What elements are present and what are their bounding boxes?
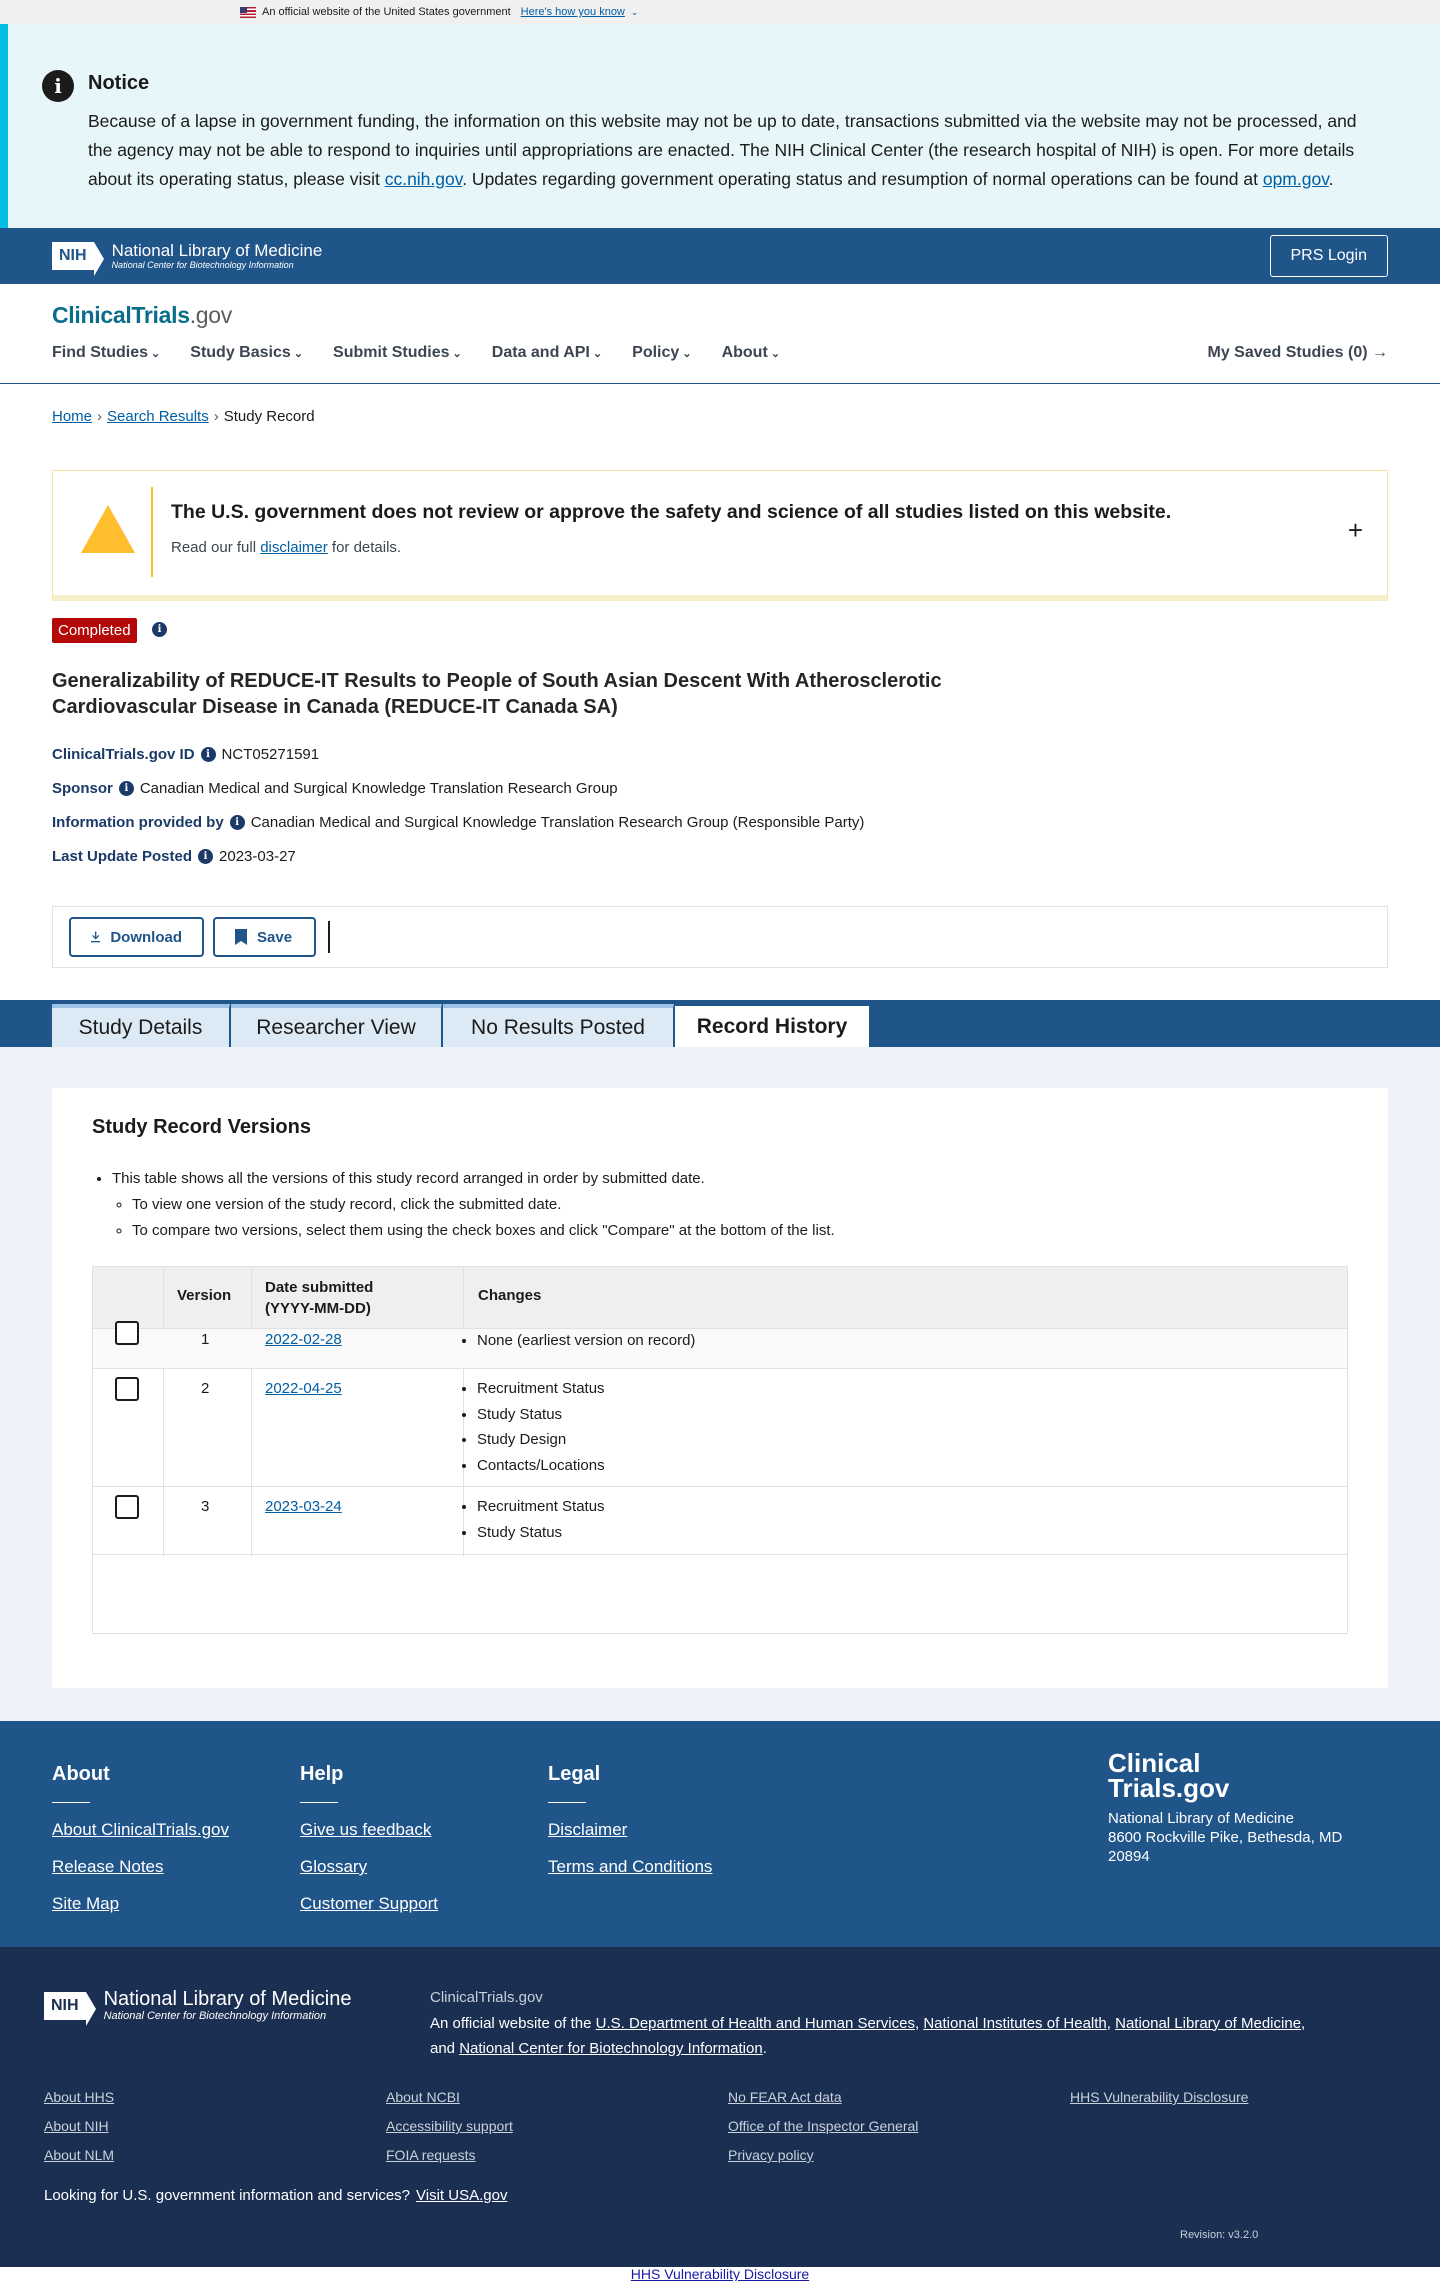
heres-how-you-know-link[interactable]: Here's how you know bbox=[520, 6, 625, 18]
footer-links-col1 bbox=[44, 2083, 114, 2170]
nav-data-and-api[interactable]: Data and API ⌄ bbox=[492, 344, 602, 362]
hhs-vulnerability-link[interactable]: HHS Vulnerability Disclosure bbox=[630, 2266, 810, 2281]
clinicaltrials-logo[interactable]: ClinicalTrials.gov bbox=[52, 302, 232, 328]
info-icon[interactable]: i bbox=[152, 622, 167, 637]
nav-find-studies[interactable]: Find Studies ⌄ bbox=[52, 344, 160, 362]
nlm-logo[interactable] bbox=[52, 242, 322, 270]
gov-banner-text: An official website of the United States government bbox=[262, 6, 511, 18]
footer-link[interactable]: Office of the Inspector General bbox=[728, 2118, 919, 2134]
table-row: 1 2022-02-28 • None (earliest version on record) bbox=[93, 1329, 1347, 1369]
footer-link[interactable]: No FEAR Act data bbox=[728, 2089, 842, 2105]
nav-policy[interactable]: Policy ⌄ bbox=[632, 344, 691, 362]
footer-help: Help Give us feedback Glossary Customer Support bbox=[300, 1763, 438, 1922]
disclaimer-box: ! The U.S. government does not review or approve the safety and science of all studies listed on this website. Read our full disclaimer for details. + bbox=[52, 470, 1388, 601]
tab-no-results-posted[interactable]: No Results Posted bbox=[443, 1004, 674, 1047]
footer-link[interactable]: About NIH bbox=[44, 2118, 109, 2134]
usa-gov-row: Looking for U.S. government information and services? Visit USA.gov bbox=[44, 2187, 508, 2204]
footer-links-col4 bbox=[1070, 2083, 1248, 2112]
last-update-value: 2023-03-27 bbox=[219, 848, 296, 865]
breadcrumb-search-results[interactable]: Search Results bbox=[107, 408, 209, 425]
footer-link[interactable]: HHS Vulnerability Disclosure bbox=[1070, 2089, 1249, 2105]
footer-link[interactable]: About HHS bbox=[44, 2089, 115, 2105]
footer-link[interactable]: Customer Support bbox=[300, 1894, 438, 1913]
main-nav bbox=[52, 344, 780, 362]
nav-submit-studies[interactable]: Submit Studies ⌄ bbox=[333, 344, 462, 362]
official-website-text: ClinicalTrials.gov An official website of the U.S. Department of Health and Human Services, National Institutes of Health, National Library of Medicine, and National Center for Biotechnology Information. bbox=[430, 1989, 1306, 2057]
footer-link[interactable]: FOIA requests bbox=[386, 2147, 476, 2163]
versions-table bbox=[92, 1266, 1348, 1634]
footer-legal: Legal Disclaimer Terms and Conditions bbox=[548, 1763, 712, 1885]
version-checkbox[interactable] bbox=[115, 1321, 139, 1345]
footer-link[interactable]: Site Map bbox=[52, 1894, 120, 1913]
download-icon bbox=[91, 929, 100, 945]
version-date-link[interactable]: 2022-02-28 bbox=[265, 1331, 342, 1348]
status-badge: Completed bbox=[52, 618, 137, 643]
breadcrumb-current: Study Record bbox=[223, 408, 315, 425]
footer-link[interactable]: Give us feedback bbox=[300, 1820, 432, 1839]
sponsor-value: Canadian Medical and Surgical Knowledge Translation Research Group bbox=[139, 780, 618, 797]
notice-banner bbox=[0, 24, 1440, 228]
revision-text: Revision: v3.2.0 bbox=[1180, 2229, 1259, 2241]
save-button[interactable]: Save bbox=[213, 917, 316, 957]
footer-link[interactable]: About NCBI bbox=[386, 2089, 460, 2105]
version-checkbox[interactable] bbox=[115, 1495, 139, 1519]
opm-link[interactable]: opm.gov bbox=[1262, 169, 1329, 189]
arrow-right-icon: → bbox=[1372, 344, 1388, 361]
bottom-link-row bbox=[0, 2267, 1440, 2281]
study-title: Generalizability of REDUCE-IT Results to People of South Asian Descent With Atherosclerotic Cardiovascular Disease in Canada (REDUCE-IT Canada SA) bbox=[52, 670, 942, 718]
chevron-down-icon: ⌄ bbox=[630, 6, 639, 17]
nlm-bar bbox=[0, 228, 1440, 284]
my-saved-studies-link[interactable]: My Saved Studies (0) → bbox=[1207, 344, 1388, 361]
breadcrumb: Home › Search Results › Study Record bbox=[52, 408, 315, 425]
info-icon: i bbox=[42, 70, 74, 102]
sponsor-label: Sponsor bbox=[52, 780, 113, 797]
footer-link[interactable]: About NLM bbox=[44, 2147, 115, 2163]
table-row: 2 2022-04-25 • Recruitment Status • Study Status • Study Design • Contacts/Locations bbox=[93, 1369, 1347, 1487]
footer-link[interactable]: About ClinicalTrials.gov bbox=[52, 1820, 229, 1839]
info-icon[interactable]: i bbox=[119, 781, 134, 796]
us-flag-icon bbox=[240, 7, 256, 18]
last-update-label: Last Update Posted bbox=[52, 848, 193, 865]
study-id-label: ClinicalTrials.gov ID bbox=[52, 746, 195, 763]
nav-about[interactable]: About ⌄ bbox=[722, 344, 780, 362]
nav-study-basics[interactable]: Study Basics ⌄ bbox=[190, 344, 303, 362]
ncbi-link[interactable]: National Center for Biotechnology Information bbox=[459, 2040, 763, 2057]
bookmark-icon bbox=[235, 929, 247, 945]
footer-link[interactable]: Disclaimer bbox=[548, 1820, 628, 1839]
expand-plus-icon[interactable]: + bbox=[1347, 515, 1363, 545]
study-id-row bbox=[52, 746, 319, 763]
study-actions bbox=[52, 906, 1388, 968]
nlm-title: National Library of Medicine bbox=[111, 241, 323, 260]
breadcrumb-home[interactable]: Home bbox=[52, 408, 93, 425]
tab-bar bbox=[0, 1000, 1440, 1047]
footer-links-col3 bbox=[728, 2083, 918, 2170]
footer-ct-logo: Clinical Trials.gov National Library of Medicine 8600 Rockville Pike, Bethesda, MD 20894 bbox=[1108, 1748, 1343, 1865]
footer-link[interactable]: Privacy policy bbox=[728, 2147, 814, 2163]
info-icon[interactable]: i bbox=[201, 747, 216, 762]
footer-nlm bbox=[0, 1947, 1440, 2267]
version-checkbox[interactable] bbox=[115, 1377, 139, 1401]
footer-link[interactable]: Release Notes bbox=[52, 1857, 164, 1876]
header-changes: Changes bbox=[478, 1287, 542, 1304]
info-provided-row bbox=[52, 814, 864, 831]
disclaimer-link[interactable]: disclaimer bbox=[260, 539, 328, 556]
footer-main bbox=[0, 1721, 1440, 1947]
tab-record-history[interactable]: Record History bbox=[675, 1006, 870, 1047]
info-provided-value: Canadian Medical and Surgical Knowledge Translation Research Group (Responsible Party) bbox=[250, 814, 865, 831]
last-update-row bbox=[52, 848, 296, 865]
nlm-link[interactable]: National Library of Medicine bbox=[1115, 2014, 1302, 2032]
prs-login-button[interactable]: PRS Login bbox=[1270, 235, 1389, 277]
tab-researcher-view[interactable]: Researcher View bbox=[231, 1004, 442, 1047]
info-icon[interactable]: i bbox=[230, 815, 245, 830]
header-date: Date submitted (YYYY-MM-DD) bbox=[265, 1279, 374, 1317]
warning-icon bbox=[81, 505, 135, 553]
footer-about: About About ClinicalTrials.gov Release Notes Site Map bbox=[52, 1763, 229, 1922]
hhs-link[interactable]: U.S. Department of Health and Human Services bbox=[595, 2014, 915, 2032]
nih-link[interactable]: National Institutes of Health bbox=[923, 2014, 1107, 2032]
nih-logo-icon: NIH bbox=[44, 1992, 86, 2020]
nlm-footer-logo[interactable]: NIH National Library of Medicine National Center for Biotechnology Information bbox=[44, 1989, 351, 2022]
version-date-link[interactable]: 2022-04-25 bbox=[265, 1380, 342, 1397]
notice-body: Because of a lapse in government funding, the information on this website may not be up to date, transactions submitted via the website may not be processed, and the agency may not be able to respond to inquiries until appropriations are enacted. The NIH Clinical Center (the research hospital of NIH) is open. For more details about its operating status, please visit cc.nih.gov. Updates regarding government operating status and resumption of normal operations can be found at opm.gov. bbox=[88, 111, 1357, 189]
disclaimer-title: The U.S. government does not review or approve the safety and science of all studies listed on this website. bbox=[171, 501, 1172, 523]
sponsor-row bbox=[52, 780, 618, 797]
footer-links-col2 bbox=[386, 2083, 513, 2170]
visit-usa-gov-link[interactable]: Visit USA.gov bbox=[416, 2187, 508, 2204]
download-button[interactable]: Download bbox=[69, 917, 204, 957]
study-id-value: NCT05271591 bbox=[221, 746, 320, 763]
footer-link[interactable]: Accessibility support bbox=[386, 2118, 513, 2134]
disclaimer-text: Read our full disclaimer for details. bbox=[171, 539, 402, 556]
notice-title: Notice bbox=[88, 72, 150, 94]
footer-link[interactable]: Terms and Conditions bbox=[548, 1857, 713, 1876]
versions-intro: • This table shows all the versions of this study record arranged in order by submitted date. ◦ To view one version of the study record, click the submitted date. ◦ To compare two versions, select them using the check boxes and click "Compare" at the bottom of the list. bbox=[112, 1166, 835, 1244]
info-provided-label: Information provided by bbox=[52, 814, 224, 831]
tab-study-details[interactable]: Study Details bbox=[52, 1004, 230, 1047]
nih-logo-icon: NIH bbox=[52, 242, 94, 270]
versions-title: Study Record Versions bbox=[92, 1116, 311, 1138]
study-record-versions bbox=[52, 1088, 1388, 1688]
cc-nih-link[interactable]: cc.nih.gov bbox=[384, 169, 463, 189]
footer-link[interactable]: Glossary bbox=[300, 1857, 368, 1876]
header-version: Version bbox=[177, 1287, 232, 1304]
info-icon[interactable]: i bbox=[198, 849, 213, 864]
nlm-subtitle: National Center for Biotechnology Information bbox=[111, 260, 294, 270]
table-header bbox=[93, 1267, 1347, 1329]
version-date-link[interactable]: 2023-03-24 bbox=[265, 1498, 342, 1515]
table-row: 3 2023-03-24 • Recruitment Status • Study Status bbox=[93, 1487, 1347, 1555]
gov-banner bbox=[0, 0, 1440, 24]
site-header bbox=[0, 284, 1440, 384]
